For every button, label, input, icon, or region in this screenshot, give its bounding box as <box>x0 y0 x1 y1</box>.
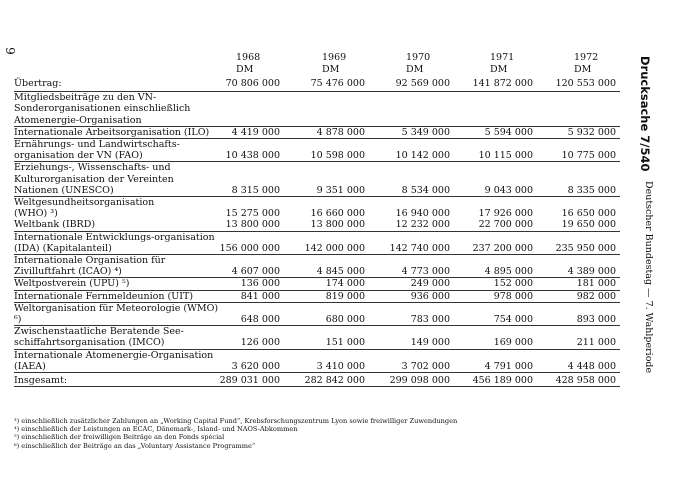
col-unit-1971: DM <box>490 64 508 75</box>
col-year-1970: 1970 <box>406 52 431 63</box>
footnote-6: ⁶) einschließlich der Beiträge an das „Voluntary Assistance Programme“ <box>14 441 256 450</box>
table-row: Weltorganisation für Meteorologie (WMO) ⁶) 648 000 680 000 783 000 754 000 893 000 <box>14 303 620 326</box>
table-row: Mitgliedsbeiträge zu den VN-Sonderorganisationen einschließlich Atomenergie-Organisation <box>14 92 620 127</box>
footnote-5: ⁵) einschließlich der freiwilligen Beiträge an den Fonds spécial <box>14 433 225 442</box>
col-unit-1969: DM <box>322 64 340 75</box>
footnote-3: ³) einschließlich zusätzlicher Zahlungen an „Working Capital Fund“, Krebsforschungszentrum Lyon sowie freiwilliger Zuwendungen <box>14 417 458 425</box>
table-row: Weltgesundheitsorganisation (WHO) ³) 15 275 000 16 660 000 16 940 000 17 926 000 16 650 000 <box>14 197 616 220</box>
col-year-1969: 1969 <box>322 52 347 63</box>
table-row: Weltbank (IBRD) 13 800 000 13 800 000 12 232 000 22 700 000 19 650 000 <box>14 219 620 231</box>
table-row: Zwischenstaatliche Beratende See-schiffahrtsorganisation (IMCO) 126 000 151 000 149 000 169 000 211 000 <box>14 326 620 349</box>
footnote-4: ⁴) einschließlich der Leistungen an ECAC, Dänemark-, Island- und NAOS-Abkommen <box>14 425 298 434</box>
contributions-table <box>14 78 620 387</box>
table-row: Ernährungs- und Landwirtschafts-organisation der VN (FAO) 10 438 000 10 598 000 10 142 000 10 115 000 10 775 000 <box>14 139 620 162</box>
table-row: Internationale Fernmeldeunion (UIT) 841 000 819 000 936 000 978 000 982 000 <box>14 291 620 303</box>
total-row: Insgesamt: 289 031 000 282 842 000 299 098 000 456 189 000 428 958 000 <box>14 374 620 387</box>
col-unit-1972: DM <box>574 64 592 75</box>
table-row: Internationale Entwicklungs-organisation (IDA) (Kapitalanteil) 156 000 000 142 000 000 142 740 000 237 200 000 235 950 000 <box>14 232 620 255</box>
col-year-1968: 1968 <box>236 52 261 63</box>
parliament-label: Deutscher Bundestag — 7. Wahlperiode <box>643 181 654 374</box>
column-headers <box>0 50 640 80</box>
footnotes <box>14 417 614 450</box>
col-year-1972: 1972 <box>574 52 599 63</box>
table-row: Internationale Organisation für Zivilluftfahrt (ICAO) ⁴) 4 607 000 4 845 000 4 773 000 4 895 000 4 389 000 <box>14 255 620 278</box>
table-row: Internationale Atomenergie-Organisation (IAEA) 3 620 000 3 410 000 3 702 000 4 791 000 4 448 000 <box>14 350 620 373</box>
table-row: Weltpostverein (UPU) ⁵) 136 000 174 000 249 000 152 000 181 000 <box>14 278 620 290</box>
page-number: 9 <box>2 47 17 55</box>
table-row: Erziehungs-, Wissenschafts- und Kulturorganisation der Vereinten Nationen (UNESCO) 8 315 000 9 351 000 8 534 000 9 043 000 8 335 000 <box>14 162 620 197</box>
document-reference: Drucksache 7/540 <box>638 56 652 172</box>
col-unit-1970: DM <box>406 64 424 75</box>
table-row: Übertrag: 70 806 000 75 476 000 92 569 000 141 872 000 120 553 000 <box>14 78 620 92</box>
col-unit-1968: DM <box>236 64 254 75</box>
side-header <box>638 56 670 374</box>
col-year-1971: 1971 <box>490 52 515 63</box>
table-row: Internationale Arbeitsorganisation (ILO) 4 419 000 4 878 000 5 349 000 5 594 000 5 932 000 <box>14 127 620 139</box>
